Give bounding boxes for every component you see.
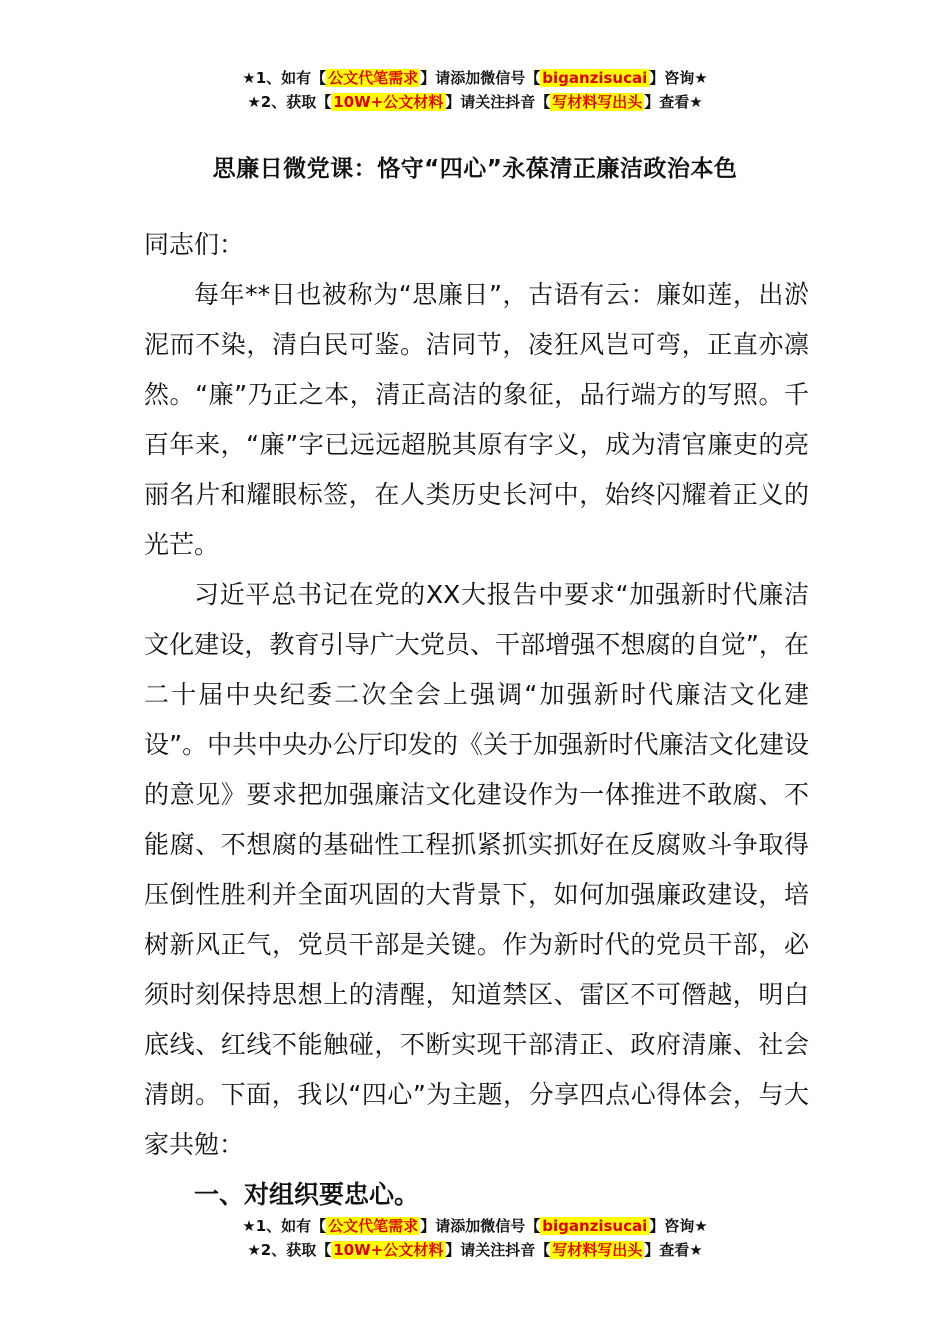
document-title: 思廉日微党课：恪守“四心”永葆清正廉洁政治本色 [212,156,738,182]
paragraph-2: 习近平总书记在党的XX大报告中要求“加强新时代廉洁文化建设，教育引导广大党员、干部增强不想腐的自觉”，在二十届中央纪委二次全会上强调“加强新时代廉洁文化建设”。中共中央办公厅印发的《关于加强新时代廉洁文化建设的意见》要求把加强廉洁文化建设作为一体推进不敢腐、不能腐、不想腐的基础性工程抓紧抓实抓好在反腐败斗争取得压倒性胜利并全面巩固的大背景下，如何加强廉政建设，培树新风正气，党员干部是关键。作为新时代的党员干部，必须时刻保持思想上的清醒，知道禁区、雷区不可僭越，明白底线、红线不能触碰，不断实现干部清正、政府清廉、社会清朗。下面，我以“四心”为主题，分享四点心得体会，与大家共勉： [144,580,809,1159]
section-heading-1: 一、对组织要忠心。 [194,1180,420,1209]
highlight-materials: 10W+公文材料 [333,93,444,111]
greeting: 同志们： [144,230,245,259]
header-promo-banner [0,66,950,114]
promo-line-2: ★2、获取【 10W+公文材料 】请关注抖音【 写材料写出头 】查看★ [247,1241,703,1259]
promo-line-2: ★2、获取【 10W+公文材料 】请关注抖音【 写材料写出头 】查看★ [247,93,703,111]
highlight-service: 公文代笔需求 [328,1217,419,1235]
highlight-wechat-id: biganzisucai [542,69,648,87]
highlight-materials: 10W+公文材料 [333,1241,444,1259]
paragraph-1: 每年**日也被称为“思廉日”，古语有云：廉如莲，出淤泥而不染，清白民可鉴。洁同节，凌狂风岂可弯，正直亦凛然。“廉”乃正之本，清正高洁的象征，品行端方的写照。千百年来，“廉”字已远远超脱其原有字义，成为清官廉吏的亮丽名片和耀眼标签，在人类历史长河中，始终闪耀着正义的光芒。 [144,280,809,559]
highlight-douyin-account: 写材料写出头 [552,1241,643,1259]
promo-line-1: ★1、如有【 公文代笔需求 】请添加微信号【 biganzisucai 】咨询★ [242,69,708,87]
highlight-douyin-account: 写材料写出头 [552,93,643,111]
footer-promo-banner [0,1214,950,1262]
highlight-service: 公文代笔需求 [328,69,419,87]
document-body [144,220,809,1220]
highlight-wechat-id: biganzisucai [542,1217,648,1235]
promo-line-1: ★1、如有【 公文代笔需求 】请添加微信号【 biganzisucai 】咨询★ [242,1217,708,1235]
